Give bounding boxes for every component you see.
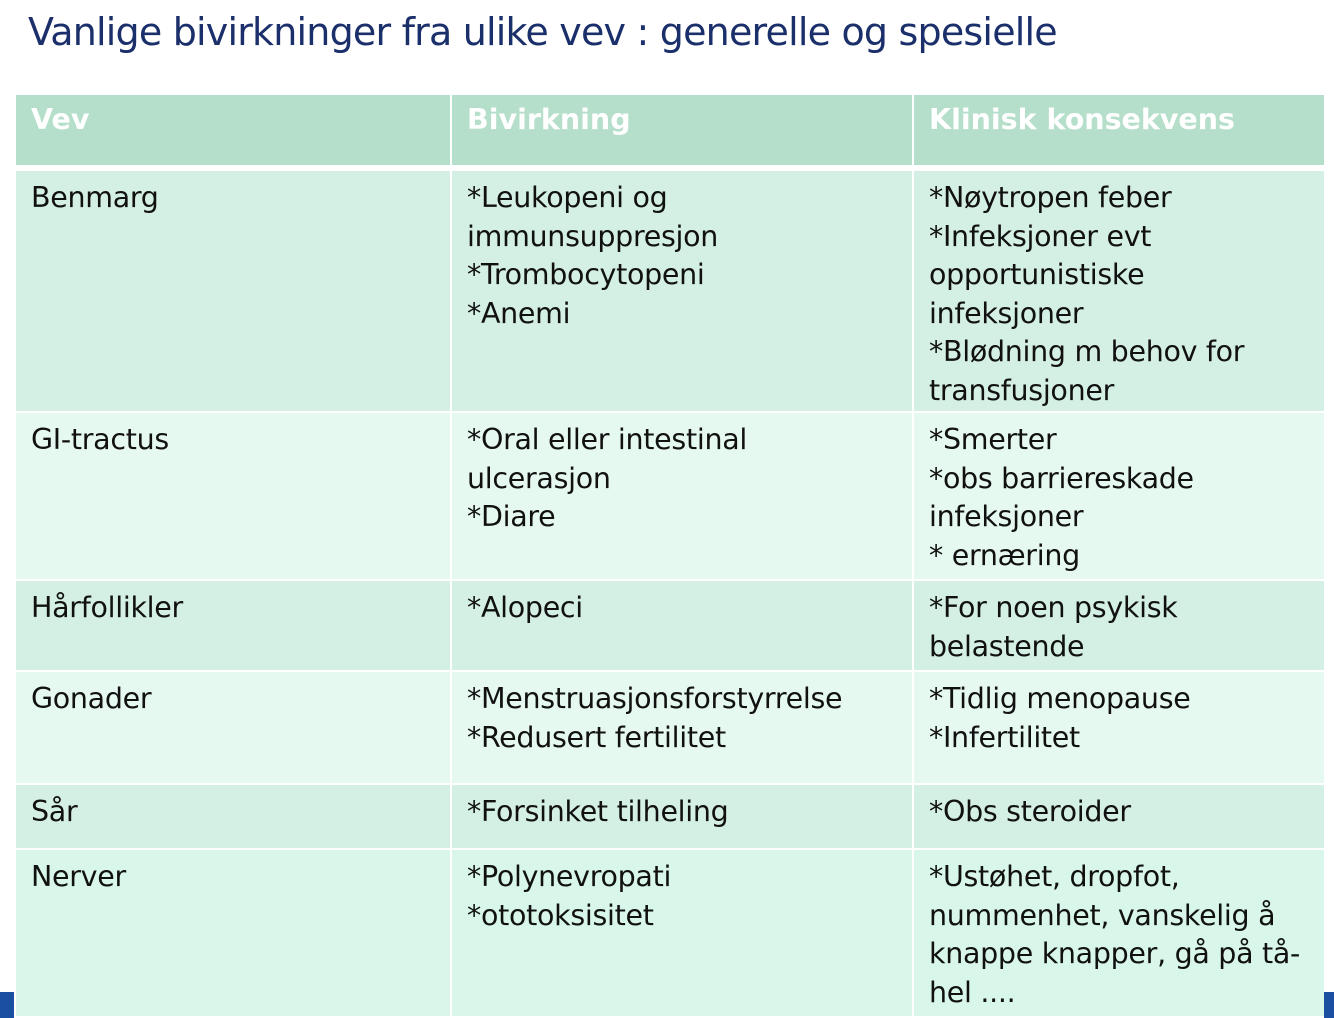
cell-line: *Leukopeni og: [467, 181, 668, 214]
consequence-cell: [913, 671, 1325, 784]
cell-line: infeksjoner: [929, 500, 1084, 534]
table-row: [15, 580, 1325, 671]
cell-line: immunsuppresjon: [467, 219, 719, 253]
side-effect-cell: [451, 168, 913, 412]
cell-line: infeksjoner: [929, 296, 1084, 330]
cell-line: *Diare: [467, 500, 556, 534]
cell-line: *Tidlig menopause: [929, 682, 1191, 715]
cell-line: *For noen psykisk: [929, 591, 1178, 624]
tissue-cell: Hårfollikler: [15, 580, 451, 671]
cell-line: *Blødning m behov for: [929, 335, 1245, 369]
header-side-effect: Bivirkning: [451, 94, 913, 168]
cell-line: ulcerasjon: [467, 461, 611, 495]
cell-line: transfusjoner: [929, 373, 1114, 407]
slide-title: Vanlige bivirkninger fra ulike vev : generelle og spesielle: [28, 10, 1057, 54]
cell-line: *Menstruasjonsforstyrrelse: [467, 682, 843, 715]
tissue-cell: GI-tractus: [15, 412, 451, 580]
header-clinical-consequence: Klinisk konsekvens: [913, 94, 1325, 168]
side-effects-table: [14, 93, 1326, 1018]
cell-line: nummenhet, vanskelig å: [929, 898, 1276, 932]
cell-line: *Forsinket tilheling: [467, 795, 729, 828]
consequence-cell: [913, 412, 1325, 580]
side-effect-cell: [451, 412, 913, 580]
cell-line: opportunistiske: [929, 258, 1145, 292]
cell-line: *Smerter: [929, 423, 1057, 456]
cell-line: *Nøytropen feber: [929, 181, 1172, 214]
cell-line: *Anemi: [467, 296, 571, 330]
tissue-cell: Benmarg: [15, 168, 451, 412]
tissue-cell: Nerver: [15, 849, 451, 1017]
cell-line: *Infeksjoner evt: [929, 219, 1152, 253]
side-effect-cell: [451, 580, 913, 671]
table-row: [15, 412, 1325, 580]
consequence-cell: [913, 168, 1325, 412]
cell-line: knappe knapper, gå på tå-: [929, 937, 1301, 971]
consequence-cell: [913, 849, 1325, 1017]
consequence-cell: [913, 580, 1325, 671]
slide-accent-bar-left: [0, 992, 14, 1018]
side-effect-cell: [451, 784, 913, 849]
table-row: [15, 784, 1325, 849]
cell-line: *ototoksisitet: [467, 898, 654, 932]
table-row: [15, 849, 1325, 1017]
cell-line: *Polynevropati: [467, 860, 672, 893]
cell-line: * ernæring: [929, 538, 1080, 572]
header-tissue: Vev: [15, 94, 451, 168]
cell-line: *Infertilitet: [929, 720, 1080, 754]
tissue-cell: Sår: [15, 784, 451, 849]
table-row: [15, 671, 1325, 784]
tissue-cell: Gonader: [15, 671, 451, 784]
consequence-cell: [913, 784, 1325, 849]
cell-line: *Obs steroider: [929, 795, 1131, 828]
cell-line: *Oral eller intestinal: [467, 423, 748, 456]
table-row: [15, 168, 1325, 412]
table-header-row: [15, 94, 1325, 168]
cell-line: *Ustøhet, dropfot,: [929, 860, 1180, 893]
side-effect-cell: [451, 849, 913, 1017]
side-effect-cell: [451, 671, 913, 784]
cell-line: belastende: [929, 629, 1085, 663]
cell-line: *Redusert fertilitet: [467, 720, 726, 754]
cell-line: *Trombocytopeni: [467, 258, 705, 292]
cell-line: hel ....: [929, 975, 1016, 1009]
slide-accent-bar-right: [1324, 992, 1334, 1018]
cell-line: *Alopeci: [467, 591, 583, 624]
cell-line: *obs barriereskade: [929, 461, 1194, 495]
